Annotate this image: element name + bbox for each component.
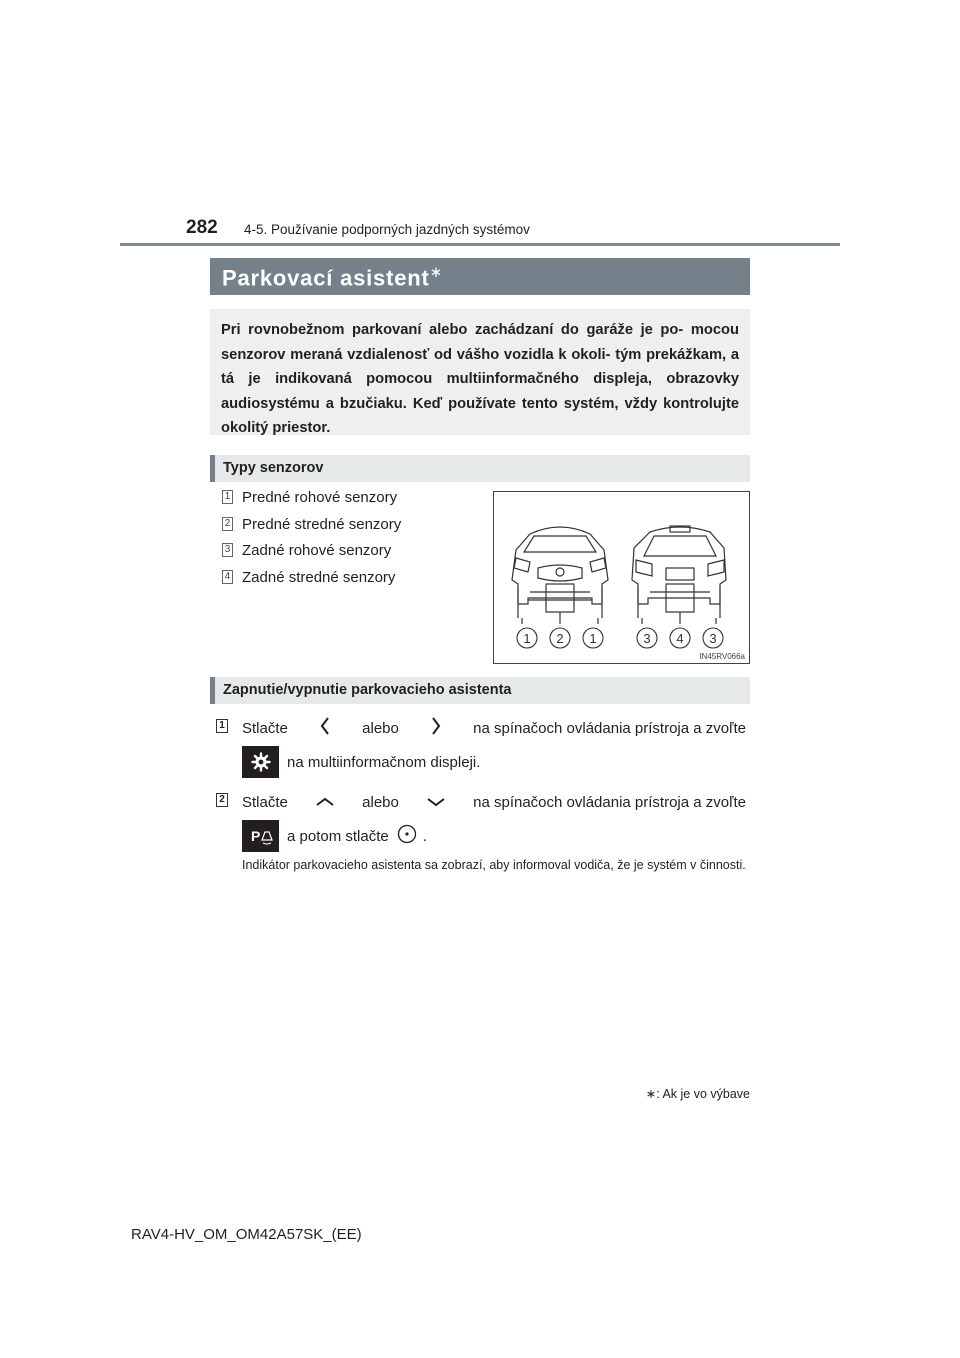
- sensor-item: [222, 540, 391, 560]
- callout-label: 4: [676, 631, 684, 646]
- chevron-up-icon: [316, 794, 334, 811]
- step-2: [216, 790, 746, 852]
- page-title-text: Parkovací asistent: [222, 265, 430, 291]
- callout-label: 2: [556, 631, 564, 646]
- toggle-heading: [210, 677, 750, 704]
- sensor-item-number: 4: [222, 570, 233, 584]
- heading-bar: [210, 455, 215, 482]
- sensor-item: [222, 487, 397, 507]
- step-number: 1: [216, 719, 228, 733]
- title-bar: [210, 258, 750, 295]
- intro-text: Pri rovnobežnom parkovaní alebo zachádzaní do garáže je po- mocou senzorov meraná vzdialenosť od vášho vozidla k okoli- tým prekážkam, a tá je indikovaná pomocou multiinformačného displeja, obrazovky audiosystému a bzučiaku. Keď používate tento systém, vždy kontrolujte okolitý priestor.: [221, 322, 739, 436]
- step-2-line-1: [242, 792, 746, 812]
- step-text: na spínačoch ovládania prístroja a zvoľte: [473, 793, 746, 811]
- sensor-item-label: Zadné stredné senzory: [242, 568, 396, 586]
- heading-bar: [210, 677, 215, 704]
- sensor-item-label: Predné stredné senzory: [242, 515, 402, 533]
- sensor-illustration: [493, 491, 750, 664]
- step-text: a potom stlačte: [287, 827, 389, 845]
- page-number: 282: [186, 217, 218, 238]
- car-diagram: [494, 492, 749, 663]
- section-header: 4-5. Používanie podporných jazdných systémov: [244, 222, 530, 237]
- sensor-types-heading-text: Typy senzorov: [223, 460, 324, 476]
- footnote-mark: ∗: [645, 1087, 657, 1101]
- front-car-icon: [512, 527, 608, 624]
- step-text: Stlačte: [242, 719, 288, 737]
- sensor-item-number: 3: [222, 543, 233, 557]
- step-1-line-2: [242, 746, 480, 778]
- page-title: [222, 263, 443, 291]
- parking-sensor-icon: [242, 820, 279, 852]
- svg-text:P: P: [250, 828, 260, 844]
- chevron-left-icon: [320, 717, 330, 739]
- sensor-item-label: Predné rohové senzory: [242, 488, 398, 506]
- footer-code: RAV4-HV_OM_OM42A57SK_(EE): [131, 1226, 362, 1243]
- step-text: .: [422, 827, 427, 845]
- step-text: Stlačte: [242, 793, 288, 811]
- step-2-line-2: [242, 820, 427, 852]
- step-text: na multiinformačnom displeji.: [287, 753, 481, 771]
- title-asterisk: ∗: [429, 264, 443, 281]
- sensor-item-number: 1: [222, 490, 233, 504]
- figure-code: IN45RV066a: [699, 652, 745, 661]
- step-text: alebo: [362, 793, 399, 811]
- callout-label: 1: [523, 631, 531, 646]
- note-text: Indikátor parkovacieho asistenta sa zobrazí, aby informoval vodiča, že je systém v činnosti.: [242, 858, 746, 872]
- ok-button-icon: [397, 824, 417, 848]
- footnote-text: : Ak je vo výbave: [656, 1087, 750, 1101]
- footnote: [636, 1086, 750, 1101]
- chevron-right-icon: [431, 717, 441, 739]
- toggle-heading-text: Zapnutie/vypnutie parkovacieho asistenta: [223, 682, 512, 698]
- intro-box: [210, 309, 750, 435]
- header-rule: [120, 243, 840, 246]
- step-text: alebo: [362, 719, 399, 737]
- sensor-types-heading: [210, 455, 750, 482]
- rear-car-icon: [632, 526, 726, 624]
- step-1: [216, 716, 746, 778]
- step-1-line-1: [242, 718, 746, 738]
- chevron-down-icon: [427, 794, 445, 811]
- callout-label: 3: [709, 631, 717, 646]
- callout-label: 3: [643, 631, 651, 646]
- sensor-item-number: 2: [222, 517, 233, 531]
- gear-icon: [242, 746, 279, 778]
- sensor-item: [222, 514, 401, 534]
- callout-label: 1: [589, 631, 597, 646]
- sensor-item: [222, 567, 395, 587]
- sensor-item-label: Zadné rohové senzory: [242, 541, 392, 559]
- step-text: na spínačoch ovládania prístroja a zvoľte: [473, 719, 746, 737]
- step-number: 2: [216, 793, 228, 807]
